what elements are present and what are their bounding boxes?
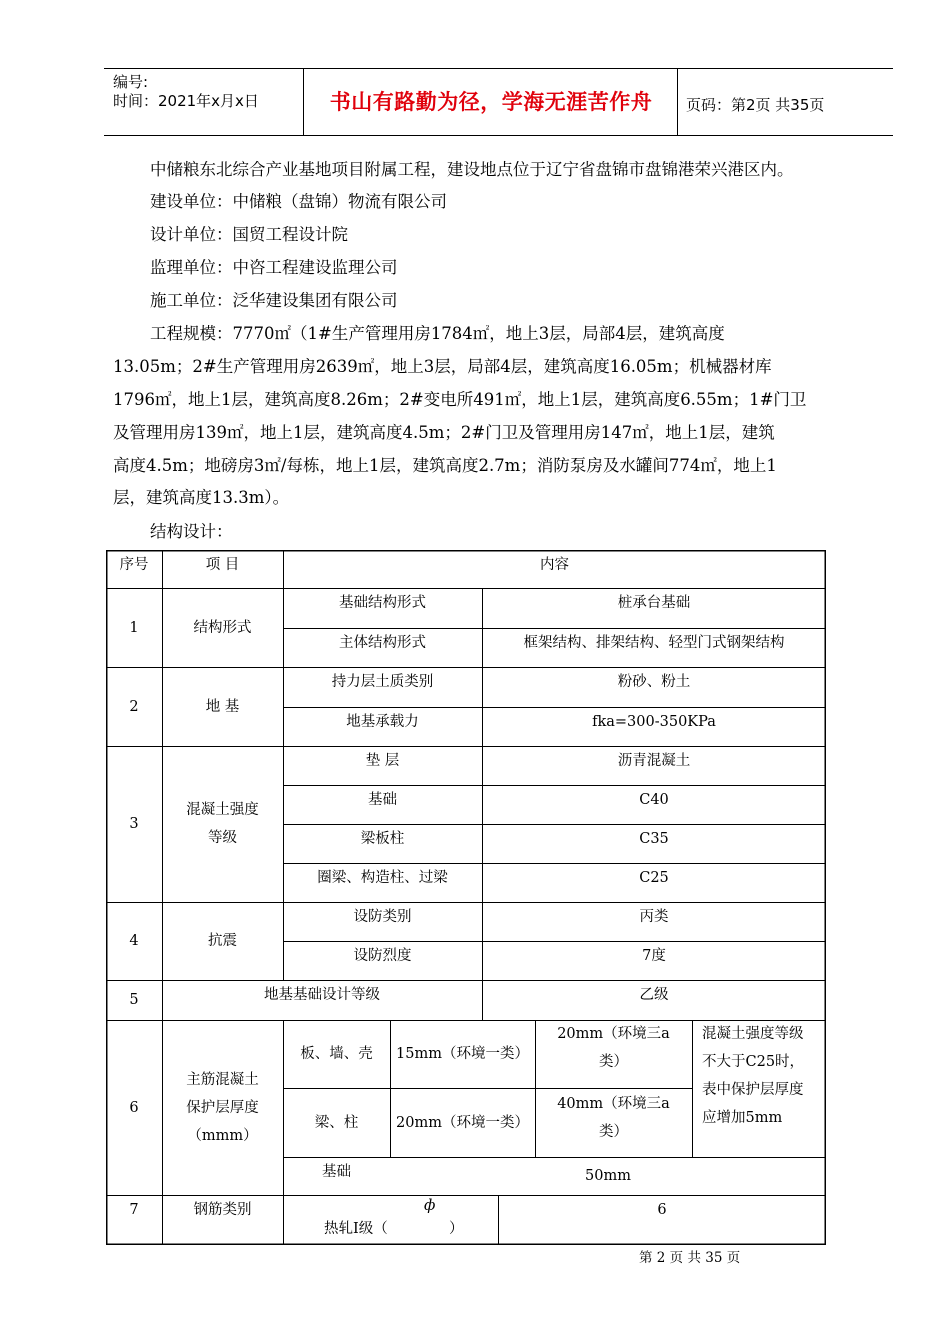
row6-a-env3-line1: 20mm（环境三a xyxy=(557,1026,670,1042)
row3-no: 3 xyxy=(129,816,139,832)
scale-line: 1796㎡，地上1层，建筑高度8.26m；2#变电所491㎡，地上1层，建筑高度6.55m；1#门卫 xyxy=(113,390,807,409)
row2-b-label: 地基承载力 xyxy=(346,714,419,730)
row3-d-value: C25 xyxy=(639,870,669,886)
row4-a-label: 设防类别 xyxy=(353,909,412,925)
header-bottom-rule xyxy=(104,135,893,136)
row6-c-label: 基础 xyxy=(322,1164,351,1180)
row3-item-line2: 等级 xyxy=(208,830,237,846)
row7-label-suffix: ） xyxy=(449,1221,464,1237)
header-page-code: 页码：第2页 共35页 xyxy=(686,96,825,114)
row4-no: 4 xyxy=(129,933,139,949)
row3-c-value: C35 xyxy=(639,831,669,847)
row6-no: 6 xyxy=(129,1099,139,1116)
row6-b-env3-line1: 40mm（环境三a xyxy=(557,1096,670,1112)
row1-a-label: 基础结构形式 xyxy=(339,595,426,611)
intro-paragraph: 中储粮东北综合产业基地项目附属工程，建设地点位于辽宁省盘锦市盘锦港荣兴港区内。 xyxy=(150,160,794,179)
header-divider-right xyxy=(677,68,678,136)
header-motto: 书山有路勤为径，学海无涯苦作舟 xyxy=(329,90,653,114)
builder-line: 建设单位：中储粮（盘锦）物流有限公司 xyxy=(150,192,447,211)
row1-a-value: 桩承台基础 xyxy=(617,595,691,611)
row3-item-line1: 混凝土强度 xyxy=(186,802,259,818)
row3-a-label: 垫 层 xyxy=(365,753,400,769)
supervisor-line: 监理单位：中咨工程建设监理公司 xyxy=(150,258,398,277)
row6-a-env3 xyxy=(535,1020,692,1076)
row4-b-label: 设防烈度 xyxy=(353,948,412,964)
row6-b-env1: 20mm（环境一类） xyxy=(396,1114,529,1131)
row3-b-value: C40 xyxy=(639,792,669,808)
row6-b-label: 梁、柱 xyxy=(314,1114,359,1131)
scale-line: 工程规模：7770㎡（1#生产管理用房1784㎡，地上3层，局部4层，建筑高度 xyxy=(150,324,725,343)
row6-note-line4: 应增加5mm xyxy=(702,1110,783,1126)
header-no: 序号 xyxy=(119,557,149,573)
row2-no: 2 xyxy=(129,698,139,715)
scale-line: 13.05m；2#生产管理用房2639㎡，地上3层，局部4层，建筑高度16.05m；机械器材库 xyxy=(113,357,772,376)
row1-b-label: 主体结构形式 xyxy=(339,635,426,651)
scale-line: 层，建筑高度13.3m）。 xyxy=(113,488,290,507)
row2-item: 地 基 xyxy=(205,698,240,715)
header-content: 内容 xyxy=(540,557,569,573)
row6-note-line1: 混凝土强度等级 xyxy=(702,1026,804,1042)
row2-a-value: 粉砂、粉土 xyxy=(617,674,691,690)
row6-note-line3: 表中保护层厚度 xyxy=(702,1082,804,1098)
row6-a-label: 板、墙、壳 xyxy=(300,1046,373,1062)
header-divider-left xyxy=(303,68,304,136)
row4-a-value: 丙类 xyxy=(639,909,669,925)
row3-c-label: 梁板柱 xyxy=(360,831,405,847)
page-footer: 第 2 页 共 35 页 xyxy=(639,1250,741,1266)
row6-item-line2: 保护层厚度 xyxy=(186,1099,259,1116)
row6-a-env3-line2: 类） xyxy=(599,1054,628,1070)
row4-item: 抗震 xyxy=(208,933,237,949)
row6-a-env1: 15mm（环境一类） xyxy=(396,1046,529,1062)
row3-item xyxy=(162,746,283,902)
row6-b-env3-line2: 类） xyxy=(599,1124,628,1140)
row4-b-value: 7度 xyxy=(642,948,666,964)
row6-note-line2: 不大于C25时， xyxy=(702,1054,805,1070)
header-item: 项 目 xyxy=(205,557,240,573)
row6-item xyxy=(162,1020,283,1195)
structure-heading: 结构设计： xyxy=(150,522,233,541)
row7-phi-symbol: ф xyxy=(424,1198,436,1214)
row1-no: 1 xyxy=(129,619,139,636)
designer-line: 设计单位：国贸工程设计院 xyxy=(150,225,348,244)
row1-b-value: 框架结构、排架结构、轻型门式钢架结构 xyxy=(523,635,785,651)
row3-d-label: 圈梁、构造柱、过梁 xyxy=(317,870,448,886)
row7-item: 钢筋类别 xyxy=(193,1202,252,1218)
doc-date: 时间：2021年x月x日 xyxy=(113,92,259,110)
row3-a-value: 沥青混凝土 xyxy=(617,753,691,769)
row6-b-env3 xyxy=(535,1088,692,1148)
row6-item-line1: 主筋混凝土 xyxy=(186,1071,259,1088)
row5-value: 乙级 xyxy=(639,987,669,1003)
row3-b-label: 基础 xyxy=(368,792,397,808)
structure-design-table xyxy=(106,550,826,1245)
row1-item: 结构形式 xyxy=(193,619,252,636)
row6-item-line3: （mmm） xyxy=(187,1127,258,1144)
row7-label-prefix: 热轧Ⅰ级（ xyxy=(324,1221,388,1237)
row7-no: 7 xyxy=(129,1202,139,1218)
row7-value: 6 xyxy=(657,1202,667,1218)
header-top-rule xyxy=(104,68,893,69)
scale-line: 及管理用房139㎡，地上1层，建筑高度4.5m；2#门卫及管理用房147㎡，地上1层，建筑 xyxy=(113,423,775,442)
row6-c-value: 50mm xyxy=(585,1168,631,1184)
row5-no: 5 xyxy=(129,992,139,1008)
scale-line: 高度4.5m；地磅房3㎡/每栋，地上1层，建筑高度2.7m；消防泵房及水罐间774㎡，地上1 xyxy=(113,456,777,475)
row7-label xyxy=(283,1195,498,1245)
row2-b-value: fka=300-350KPa xyxy=(592,714,716,730)
row5-item: 地基基础设计等级 xyxy=(264,987,380,1003)
row2-a-label: 持力层土质类别 xyxy=(331,674,434,690)
row6-note xyxy=(702,1020,826,1140)
contractor-line: 施工单位：泛华建设集团有限公司 xyxy=(150,291,398,310)
doc-id-label: 编号: xyxy=(113,73,149,91)
